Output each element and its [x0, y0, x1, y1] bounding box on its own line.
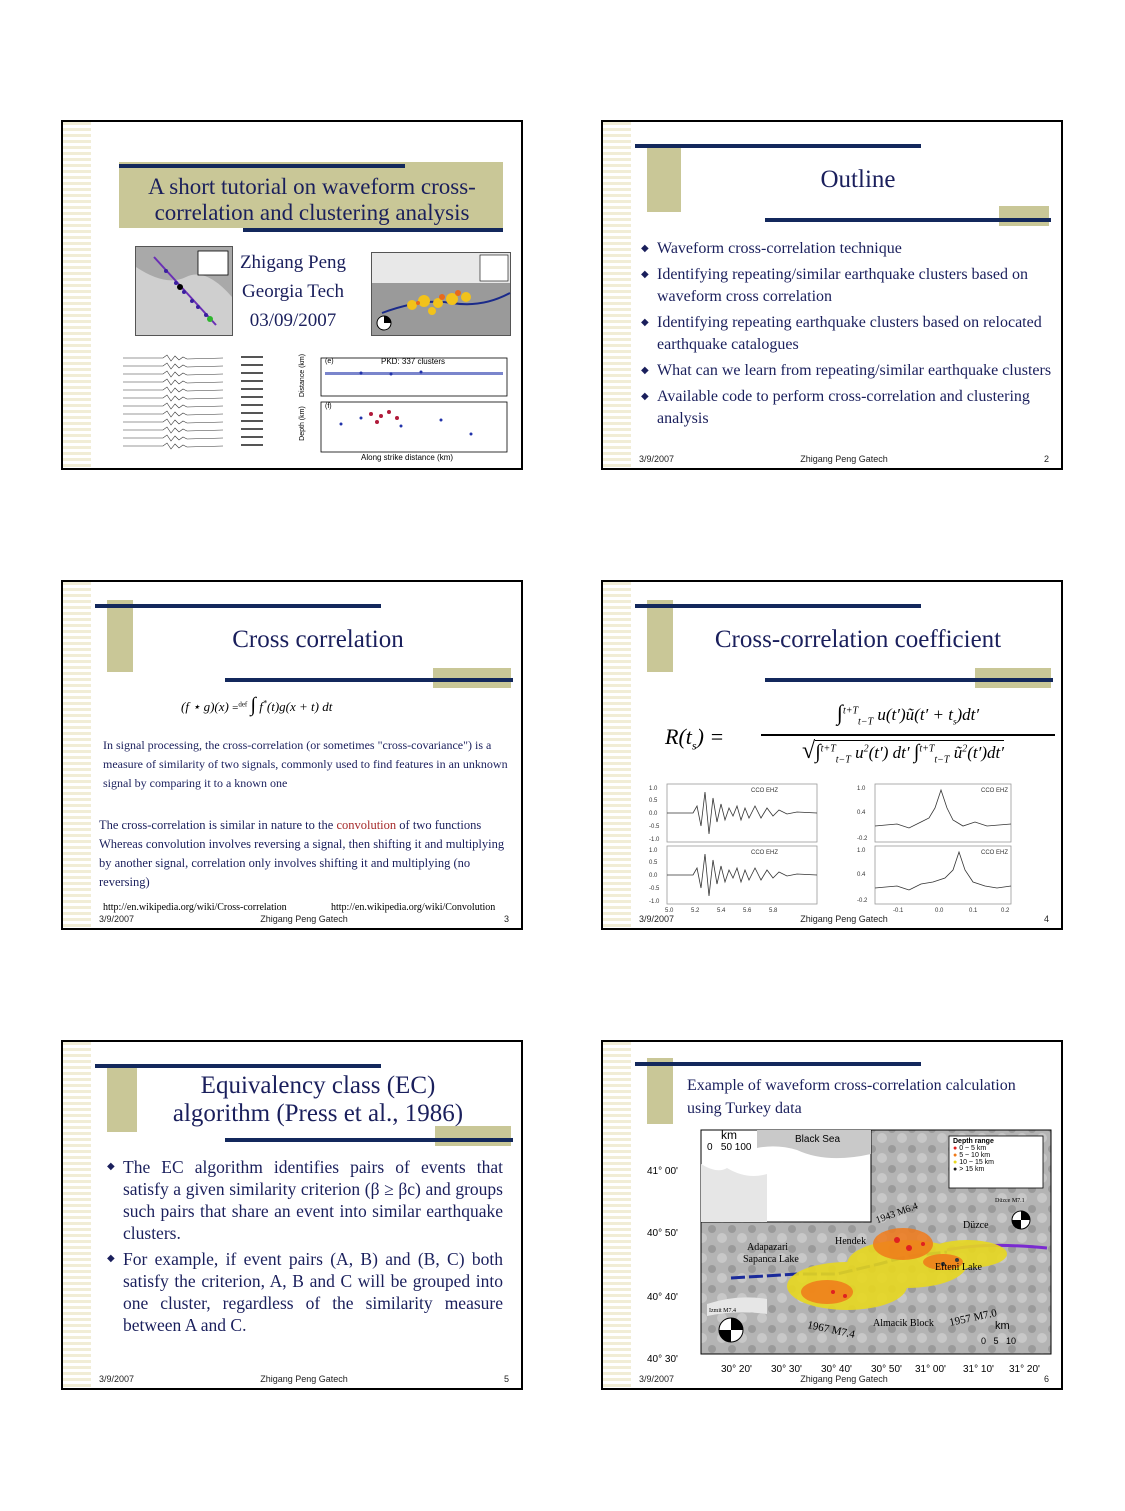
title-top-line: [635, 1062, 921, 1066]
lat-label: 40° 30': [647, 1354, 678, 1365]
bullet-item: [107, 1248, 503, 1336]
svg-text:1.0: 1.0: [857, 848, 866, 854]
slide1-clusters-figure: [298, 353, 513, 464]
slide-footer: [639, 1374, 1049, 1386]
footer-date: 3/9/2007: [99, 914, 135, 924]
bullet-item: [641, 238, 1053, 260]
slide1-map-left: [135, 246, 233, 336]
footer-date: 3/9/2007: [639, 1374, 675, 1384]
para2-text-before: The cross-correlation is similar in nature to the: [99, 818, 337, 832]
title-top-line: [95, 1064, 381, 1068]
slide-footer: [99, 1374, 509, 1386]
svg-text:0.5: 0.5: [649, 860, 658, 866]
slide1-affiliation: Georgia Tech: [242, 281, 344, 302]
svg-text:1.0: 1.0: [649, 786, 658, 792]
correlation-plots: [857, 778, 1017, 918]
bullet-item: [107, 1156, 503, 1244]
svg-text:-0.5: -0.5: [649, 824, 660, 830]
legend-title: Depth range: [953, 1138, 994, 1145]
bullet-text: What can we learn from repeating/similar earthquake clusters: [657, 362, 1052, 379]
slide2-title: Outline: [820, 166, 896, 193]
place-label: 1943 M6.4: [874, 1200, 920, 1227]
lon-label: 30° 20': [721, 1364, 752, 1375]
slide-stripes: [603, 582, 631, 928]
footer-author: Zhigang Peng Gatech: [260, 1374, 348, 1384]
svg-text:-1.0: -1.0: [649, 899, 660, 905]
y-label-bottom: Depth (km): [298, 406, 306, 441]
slide1-title: A short tutorial on waveform cross-correlation and clustering analysis: [148, 174, 476, 225]
slide-number: 4: [1043, 914, 1049, 924]
bullet-item: [641, 312, 1053, 356]
slide1-map-right: [371, 252, 511, 336]
slide-stripes: [603, 122, 631, 468]
slide-stripes: [63, 122, 91, 468]
correlation-coefficient-formula: $R(t_s)$ = ∫$^{t+T}_{t-T}$ u(t′)ũ(t′ + $t_s)dt'$ √∫$^{t+T}_{t-T}$ $u^2(t')$ dt′ ∫$^{t+T}_{t-T}$ $ũ^2(t')dt'$: [665, 698, 1055, 778]
trace-label-top: CCO EHZ: [751, 788, 778, 794]
slide-stripes: [63, 582, 91, 928]
svg-text:0.2: 0.2: [1001, 908, 1010, 914]
cross-correlation-formula: (f ⋆ g)(x) =$^{def}$ ∫ f*(t)g(x + t) dt: [181, 694, 333, 716]
legend-item: ● 5 ~ 10 km: [953, 1152, 991, 1159]
slide-2[interactable]: [601, 120, 1063, 470]
lat-label: 41° 00': [647, 1166, 678, 1177]
bullet-text: The EC algorithm identifies pairs of events that satisfy a given similarity criterion (β ≥ βc) and groups such pairs that share an event into similar earthquake clusters.: [123, 1157, 503, 1243]
km-scale-ticks: 0 5 10: [981, 1336, 1017, 1346]
diamond-bullet-icon: ◆: [641, 317, 649, 328]
title-block-left: [647, 144, 681, 212]
place-label: Düzce: [963, 1220, 989, 1231]
slide3-para1: In signal processing, the cross-correlation (or sometimes "cross-covariance") is a measure of similarity of two signals, commonly used to find features in an unknown signal by comparing it to a known one: [103, 738, 508, 790]
turkey-seismicity-map: [647, 1124, 1055, 1382]
title-bottom-line: [765, 678, 1053, 682]
footer-author: Zhigang Peng Gatech: [800, 454, 888, 464]
svg-text:1.0: 1.0: [857, 786, 866, 792]
svg-text:1.0: 1.0: [649, 848, 658, 854]
slide6-title: Example of waveform cross-correlation calculation using Turkey data: [687, 1077, 1016, 1117]
svg-text:0.4: 0.4: [857, 872, 866, 878]
bullet-text: Waveform cross-correlation technique: [657, 240, 902, 257]
place-label: Hendek: [835, 1236, 867, 1247]
lon-label: 31° 10': [963, 1364, 994, 1375]
slide-number: 5: [503, 1374, 509, 1384]
footer-author: Zhigang Peng Gatech: [800, 1374, 888, 1384]
svg-text:5.0: 5.0: [665, 908, 674, 914]
place-label: Almacik Block: [873, 1318, 934, 1329]
legend-item: ● 0 ~ 5 km: [953, 1145, 987, 1152]
convolution-link[interactable]: convolution: [336, 818, 397, 832]
place-label: Düzce M7.1: [995, 1198, 1025, 1204]
x-label: Along strike distance (km): [361, 453, 454, 462]
title-block-left: [647, 600, 673, 672]
diamond-bullet-icon: ◆: [107, 1253, 115, 1264]
slide5-bullet-list: [107, 1156, 503, 1336]
slide-6[interactable]: [601, 1040, 1063, 1390]
footer-author: Zhigang Peng Gatech: [800, 914, 888, 924]
diamond-bullet-icon: ◆: [641, 269, 649, 280]
title-block-left: [647, 1058, 673, 1130]
svg-text:5.4: 5.4: [717, 908, 726, 914]
focal-mechanism-icon: [1012, 1211, 1030, 1229]
place-label: Sapanca Lake: [743, 1254, 799, 1265]
title-bottom-line: [225, 1138, 513, 1142]
slide3-title: Cross correlation: [232, 626, 404, 653]
slide-footer: [99, 914, 509, 926]
place-label: Efteni Lake: [935, 1262, 982, 1273]
corr-trace-label-bottom: CCO EHZ: [981, 850, 1008, 856]
svg-text:5.6: 5.6: [743, 908, 752, 914]
slide5-title-line1: Equivalency class (EC): [200, 1072, 436, 1099]
svg-text:5.8: 5.8: [769, 908, 778, 914]
footer-date: 3/9/2007: [639, 914, 675, 924]
place-label: 1967 M7.4: [806, 1319, 857, 1341]
legend-label: 5 ~ 10 km: [959, 1152, 991, 1159]
legend-label: > 15 km: [959, 1166, 985, 1173]
svg-text:0.1: 0.1: [969, 908, 978, 914]
black-sea-label: Black Sea: [795, 1134, 841, 1145]
slide-footer: [639, 914, 1049, 926]
legend-label: 0 ~ 5 km: [959, 1145, 987, 1152]
slide-4[interactable]: [601, 580, 1063, 930]
scale-ticks: 0 50 100: [707, 1142, 752, 1153]
panel-f-label: (f): [325, 403, 332, 410]
title-bottom-line: [243, 228, 503, 232]
svg-text:0.4: 0.4: [857, 810, 866, 816]
slide5-title-line2: algorithm (Press et al., 1986): [172, 1100, 464, 1127]
corr-trace-label-top: CCO EHZ: [981, 788, 1008, 794]
slide-stripes: [603, 1042, 631, 1388]
title-bottom-line: [765, 218, 1051, 222]
slide5-title: [133, 1072, 503, 1128]
diamond-bullet-icon: ◆: [107, 1161, 115, 1172]
panel-e-label: (e): [325, 358, 334, 365]
place-label: Adapazari: [747, 1242, 789, 1253]
title-top-line: [635, 144, 921, 148]
slide1-waveforms: [123, 354, 273, 458]
y-label-top: Distance (km): [299, 353, 307, 398]
lon-label: 31° 20': [1009, 1364, 1040, 1375]
svg-text:0.0: 0.0: [649, 811, 658, 817]
waveform-plots: [647, 778, 823, 918]
lon-label: 30° 40': [821, 1364, 852, 1375]
title-top-line: [635, 604, 921, 608]
svg-text:-1.0: -1.0: [649, 837, 660, 843]
bullet-item: [641, 264, 1053, 308]
slide-footer: [639, 454, 1049, 466]
slide1-date: 03/09/2007: [249, 310, 337, 331]
footer-author: Zhigang Peng Gatech: [260, 914, 348, 924]
slide4-title: Cross-correlation coefficient: [714, 626, 1002, 653]
legend-item: ● 10 ~ 15 km: [953, 1159, 995, 1166]
slide-number: 3: [503, 914, 509, 924]
legend: [953, 1138, 1041, 1173]
trace-label-bottom: CCO EHZ: [751, 850, 778, 856]
title-bottom-line: [225, 678, 513, 682]
scale-label: km: [721, 1128, 737, 1142]
svg-text:-0.5: -0.5: [649, 886, 660, 892]
focal-mechanism-icon: [719, 1318, 743, 1342]
slide-number: 2: [1043, 454, 1049, 464]
slide-number: 6: [1043, 1374, 1049, 1384]
title-block-right: [435, 1126, 511, 1146]
km-scale-label: km: [995, 1320, 1010, 1332]
slide-3[interactable]: [61, 580, 523, 930]
bullet-item: [641, 360, 1053, 382]
place-label: 1957 M7.0: [948, 1307, 999, 1329]
lat-label: 40° 40': [647, 1292, 678, 1303]
legend-label: 10 ~ 15 km: [959, 1159, 995, 1166]
svg-text:5.2: 5.2: [691, 908, 700, 914]
lon-label: 30° 30': [771, 1364, 802, 1375]
bullet-text: Identifying repeating earthquake clusters based on relocated earthquake catalogues: [657, 314, 1042, 353]
diamond-bullet-icon: ◆: [641, 243, 649, 254]
place-label: Izmit M7.4: [709, 1308, 736, 1314]
slide-stripes: [63, 1042, 91, 1388]
title-top-line: [119, 164, 405, 168]
footer-date: 3/9/2007: [639, 454, 675, 464]
svg-text:0.0: 0.0: [935, 908, 944, 914]
footer-date: 3/9/2007: [99, 1374, 135, 1384]
title-block-right: [999, 206, 1049, 226]
slide-1[interactable]: [61, 120, 523, 470]
slide2-bullet-list: [641, 238, 1053, 434]
bullet-text: For example, if event pairs (A, B) and (B, C) both satisfy the criterion, A, B and C will be grouped into one cluster, regardless of the similarity measure between A and C.: [123, 1249, 503, 1335]
lon-label: 30° 50': [871, 1364, 902, 1375]
lat-label: 40° 50': [647, 1228, 678, 1239]
slide-5[interactable]: [61, 1040, 523, 1390]
slide1-author: Zhigang Peng: [239, 252, 347, 273]
bullet-text: Identifying repeating/similar earthquake clusters based on waveform cross correlation: [657, 266, 1028, 305]
slide3-para2: [99, 816, 513, 892]
bullet-text: Available code to perform cross-correlation and clustering analysis: [657, 388, 1030, 427]
diamond-bullet-icon: ◆: [641, 391, 649, 402]
para2-text-after: of two functions Whereas convolution involves reversing a signal, then shifting it and multiplying by another signal, correlation only involves shifting it and multiplying (no reversing): [99, 818, 505, 889]
svg-text:-0.2: -0.2: [857, 836, 868, 842]
title-block-left: [107, 600, 133, 672]
bullet-item: [641, 386, 1053, 430]
wiki-url-convolution[interactable]: http://en.wikipedia.org/wiki/Convolution: [331, 902, 496, 913]
clusters-label: PKD: 337 clusters: [381, 357, 446, 366]
svg-text:0.0: 0.0: [649, 873, 658, 879]
wiki-url-cross-correlation[interactable]: http://en.wikipedia.org/wiki/Cross-correlation: [103, 902, 287, 913]
svg-text:-0.1: -0.1: [893, 908, 904, 914]
legend-item: ● > 15 km: [953, 1166, 985, 1173]
lon-label: 31° 00': [915, 1364, 946, 1375]
svg-text:0.5: 0.5: [649, 798, 658, 804]
svg-text:-0.2: -0.2: [857, 898, 868, 904]
diamond-bullet-icon: ◆: [641, 365, 649, 376]
title-top-line: [95, 604, 381, 608]
